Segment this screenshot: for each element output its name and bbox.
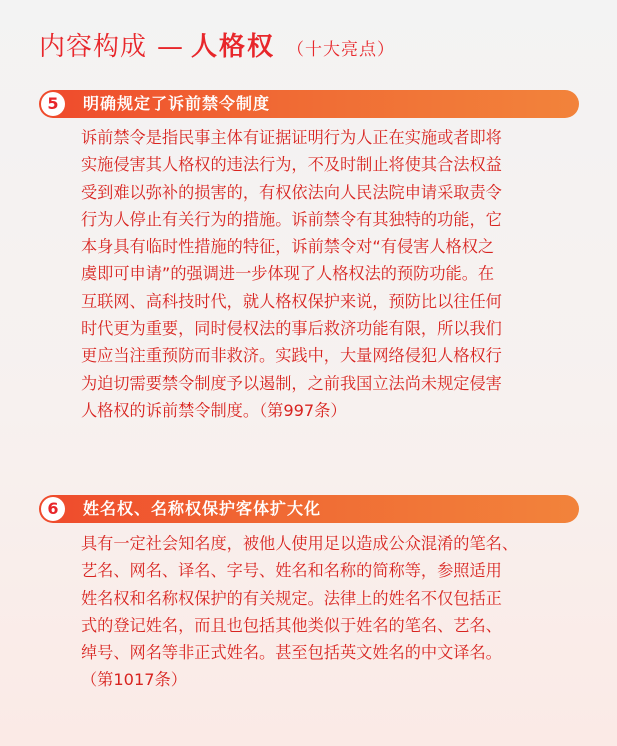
section-number-badge: 6 bbox=[41, 497, 65, 521]
text-line: （第1017条） bbox=[81, 670, 187, 690]
text-line: 具有一定社会知名度，被他人使用足以造成公众混淆的笔名、 bbox=[81, 534, 519, 553]
section-title: 姓名权、名称权保护客体扩大化 bbox=[83, 499, 322, 518]
text-line: 时代更为重要，同时侵权法的事后救济功能有限，所以我们 bbox=[81, 319, 502, 339]
title-subtitle: （十大亮点） bbox=[287, 40, 396, 60]
text-line: 姓名权和名称权保护的有关规定。法律上的姓名不仅包括正 bbox=[81, 588, 502, 608]
text-line: 艺名、网名、译名、字号、姓名和名称的简称等，参照适用 bbox=[81, 561, 502, 581]
title-main: 内容构成 bbox=[39, 32, 148, 62]
text-line: 为迫切需要禁令制度予以遏制，之前我国立法尚未规定侵害 bbox=[81, 373, 502, 393]
text-line: 虞即可申请”的强调进一步体现了人格权法的预防功能。在 bbox=[81, 264, 495, 284]
text-line: 绰号、网名等非正式姓名。甚至包括英文姓名的中文译名。 bbox=[81, 643, 502, 663]
section-header-6 bbox=[39, 495, 579, 523]
text-line: 实施侵害其人格权的违法行为，不及时制止将使其合法权益 bbox=[81, 155, 502, 175]
section-number-badge: 5 bbox=[41, 92, 65, 116]
text-line: 本身具有临时性措施的特征，诉前禁令对“有侵害人格权之 bbox=[81, 237, 495, 257]
text-line: 受到难以弥补的损害的，有权依法向人民法院申请采取责令 bbox=[81, 182, 502, 202]
section-body-6 bbox=[81, 530, 601, 694]
text-line: 行为人停止有关行为的措施。诉前禁令有其独特的功能，它 bbox=[81, 209, 502, 229]
text-line: 诉前禁令是指民事主体有证据证明行为人正在实施或者即将 bbox=[81, 128, 502, 147]
title-dash: — bbox=[157, 32, 184, 62]
section-body-5 bbox=[81, 124, 601, 424]
title-highlight: 人格权 bbox=[191, 32, 276, 62]
text-line: 互联网、高科技时代，就人格权保护来说，预防比以往任何 bbox=[81, 291, 502, 311]
text-line: 人格权的诉前禁令制度。（第997条） bbox=[81, 400, 347, 420]
section-header-5 bbox=[39, 90, 579, 118]
text-line: 更应当注重预防而非救济。实践中，大量网络侵犯人格权行 bbox=[81, 346, 502, 366]
page-title bbox=[39, 26, 395, 63]
section-title: 明确规定了诉前禁令制度 bbox=[83, 94, 271, 113]
text-line: 式的登记姓名，而且也包括其他类似于姓名的笔名、艺名、 bbox=[81, 615, 502, 635]
